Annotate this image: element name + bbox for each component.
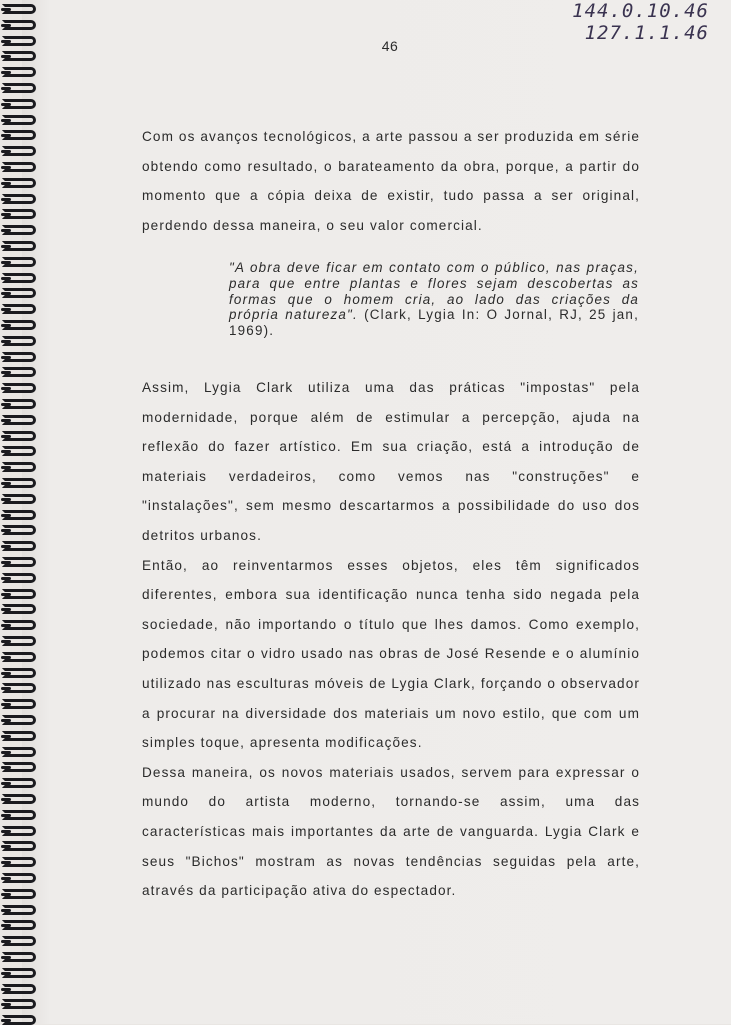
binding-coil bbox=[2, 494, 36, 504]
binding-coil bbox=[2, 383, 36, 393]
binding-coil bbox=[2, 968, 36, 978]
binding-coil bbox=[2, 257, 36, 267]
binding-coil bbox=[2, 399, 36, 409]
block-quote bbox=[229, 260, 639, 339]
binding-coil bbox=[2, 557, 36, 567]
binding-coil bbox=[2, 194, 36, 204]
binding-coil bbox=[2, 604, 36, 614]
handwritten-note bbox=[572, 0, 709, 44]
binding-coil bbox=[2, 857, 36, 867]
binding-coil bbox=[2, 699, 36, 709]
page-number: 46 bbox=[381, 38, 399, 54]
binding-coil bbox=[2, 288, 36, 298]
binding-coil bbox=[2, 999, 36, 1009]
binding-coil bbox=[2, 652, 36, 662]
binding-coil bbox=[2, 146, 36, 156]
binding-coil bbox=[2, 541, 36, 551]
binding-coil bbox=[2, 731, 36, 741]
binding-coil bbox=[2, 478, 36, 488]
binding-coil bbox=[2, 668, 36, 678]
binding-coil bbox=[2, 336, 36, 346]
binding-coil bbox=[2, 873, 36, 883]
handwritten-note-line-2: 127.1.1.46 bbox=[584, 22, 709, 44]
binding-coil bbox=[2, 762, 36, 772]
binding-coil bbox=[2, 241, 36, 251]
binding-coil bbox=[2, 636, 36, 646]
binding-coil bbox=[2, 715, 36, 725]
body-paragraphs bbox=[142, 373, 640, 906]
quote-citation: (Clark, Lygia In: O Jornal, RJ, 25 jan, 1969). bbox=[229, 307, 639, 339]
binding-coil bbox=[2, 841, 36, 851]
binding-coil bbox=[2, 162, 36, 172]
binding-coil bbox=[2, 431, 36, 441]
binding-coil bbox=[2, 446, 36, 456]
binding-coil bbox=[2, 367, 36, 377]
binding-coil bbox=[2, 747, 36, 757]
binding-coil bbox=[2, 320, 36, 330]
binding-coil bbox=[2, 683, 36, 693]
binding-coil bbox=[2, 304, 36, 314]
paragraph-intro bbox=[142, 122, 640, 240]
binding-coil bbox=[2, 4, 36, 14]
binding-coil bbox=[2, 20, 36, 30]
binding-coil bbox=[2, 525, 36, 535]
binding-coil bbox=[2, 225, 36, 235]
binding-coil bbox=[2, 810, 36, 820]
binding-coil bbox=[2, 905, 36, 915]
binding-coil bbox=[2, 826, 36, 836]
paragraph-2: Assim, Lygia Clark utiliza uma das práticas "impostas" pela modernidade, porque além de estimular a percepção, ajuda na reflexão do fazer artístico. Em sua criação, está a introdução de materiais verdadeiros, como vemos nas "construções" e "instalações", sem mesmo descartarmos a possibilidade do uso dos detritos urbanos. bbox=[142, 380, 640, 543]
binding-coil bbox=[2, 573, 36, 583]
binding-coil bbox=[2, 415, 36, 425]
binding-coil bbox=[2, 130, 36, 140]
binding-coil bbox=[2, 462, 36, 472]
handwritten-note-line-1: 144.0.10.46 bbox=[572, 0, 709, 22]
binding-coil bbox=[2, 209, 36, 219]
binding-coil bbox=[2, 889, 36, 899]
binding-coil bbox=[2, 620, 36, 630]
binding-coil bbox=[2, 952, 36, 962]
binding-coil bbox=[2, 794, 36, 804]
binding-coil bbox=[2, 178, 36, 188]
paragraph-1: Com os avanços tecnológicos, a arte passou a ser produzida em série obtendo como resultado, o barateamento da obra, porque, a partir do momento que a cópia deixa de existir, tudo passa a ser original, perdendo dessa maneira, o seu valor comercial. bbox=[142, 129, 640, 233]
binding-coil bbox=[2, 984, 36, 994]
binding-coil bbox=[2, 920, 36, 930]
paragraph-3: Então, ao reinventarmos esses objetos, eles têm significados diferentes, embora sua identificação nunca tenha sido negada pela sociedade, não importando o título que lhes damos. Como exemplo, podemos citar o vidro usado nas obras de José Resende e o alumínio utilizado nas esculturas móveis de Lygia Clark, forçando o observador a procurar na diversidade dos materiais um novo estilo, que com um simples toque, apresenta modificações. bbox=[142, 557, 640, 751]
binding-coil bbox=[2, 83, 36, 93]
binding-coil bbox=[2, 778, 36, 788]
paragraph-4: Dessa maneira, os novos materiais usados, servem para expressar o mundo do artista moderno, tornando-se assim, uma das características mais importantes da arte de vanguarda. Lygia Clark e seus "Bichos" mostram as novas tendências seguidas pela arte, através da participação ativa do espectador. bbox=[142, 764, 640, 899]
binding-coil bbox=[2, 589, 36, 599]
binding-coil bbox=[2, 273, 36, 283]
binding-coil bbox=[2, 115, 36, 125]
binding-coil bbox=[2, 67, 36, 77]
spiral-binding bbox=[0, 0, 40, 1024]
quote-text: "A obra deve ficar em contato com o público, nas praças, para que entre plantas e flores sejam descobertas as formas que o homem cria, ao lado das criações da própria natureza". bbox=[229, 260, 639, 323]
binding-coil bbox=[2, 99, 36, 109]
binding-coil bbox=[2, 936, 36, 946]
binding-coil bbox=[2, 352, 36, 362]
binding-coil bbox=[2, 510, 36, 520]
